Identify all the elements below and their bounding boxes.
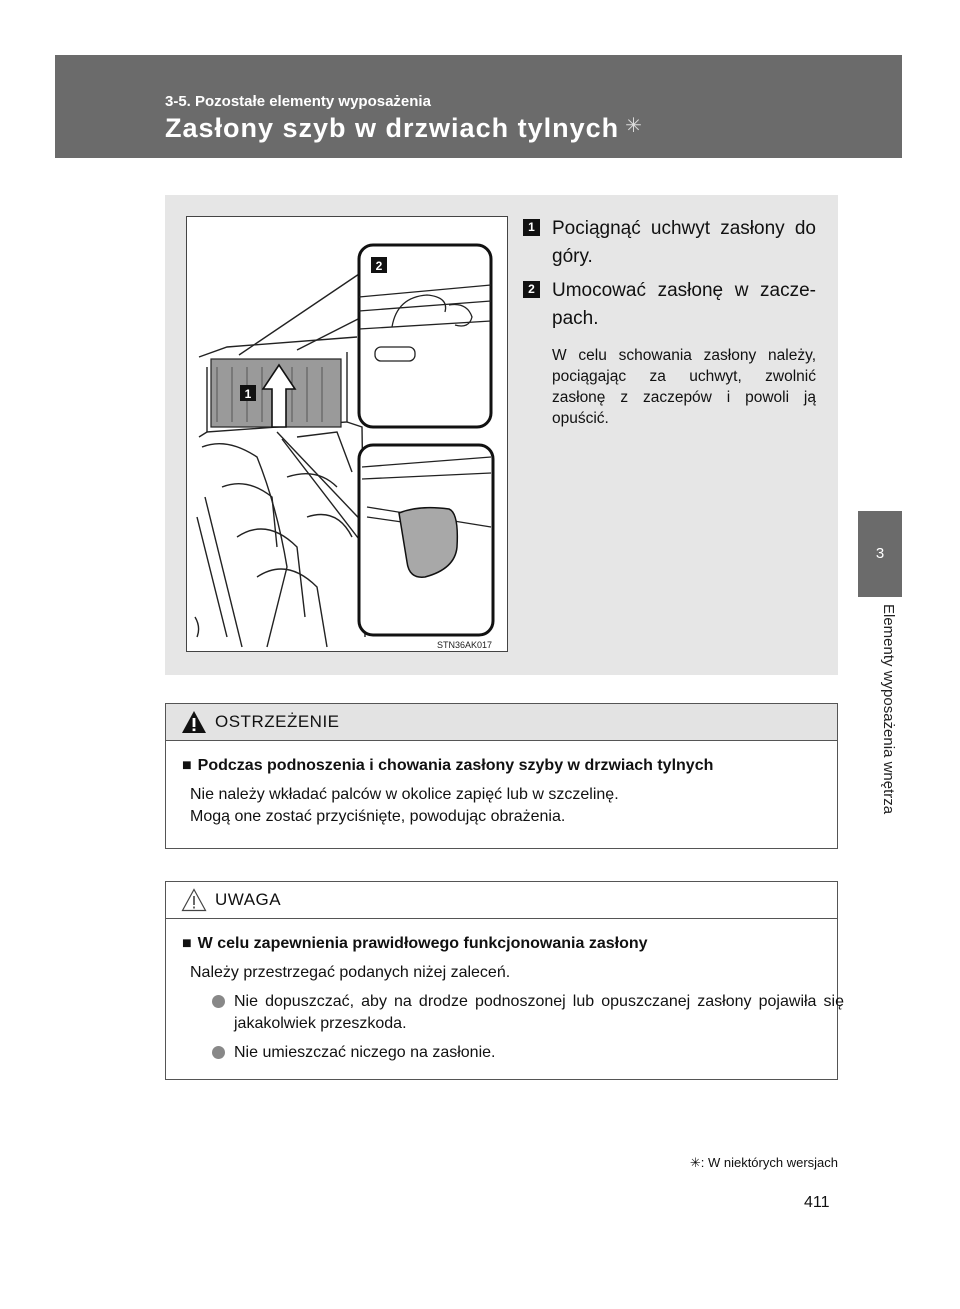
chapter-label: Elementy wyposażenia wnętrza bbox=[880, 604, 897, 815]
page-header bbox=[55, 55, 902, 158]
step-note: W celu schowania zasłony należy, pociągając za uchwyt, zwolnić zasłonę z zaczepów i powoli ją opuścić. bbox=[552, 347, 816, 427]
warning-heading-text: Podczas podnoszenia i chowania zasłony szyby w drzwiach tylnych bbox=[197, 757, 714, 774]
caution-bullet-1 bbox=[212, 991, 844, 1035]
callout-1-label: 1 bbox=[244, 387, 252, 401]
warning-heading bbox=[182, 757, 713, 775]
warning-header bbox=[166, 704, 837, 741]
step-2-number: 2 bbox=[523, 281, 540, 298]
chapter-tab[interactable] bbox=[858, 511, 902, 597]
chapter-number: 3 bbox=[875, 545, 885, 562]
page-number: 411 bbox=[804, 1194, 830, 1211]
caution-bullet-2 bbox=[212, 1042, 844, 1064]
step-1-text: Pociągnąć uchwyt zasłony do góry. bbox=[552, 218, 816, 267]
step-1-number: 1 bbox=[523, 219, 540, 236]
step-1 bbox=[523, 215, 816, 271]
warning-icon bbox=[181, 710, 207, 734]
bullet-dot-icon bbox=[212, 995, 225, 1008]
footnote bbox=[690, 1155, 838, 1171]
page-title bbox=[165, 113, 643, 144]
step-2 bbox=[523, 277, 816, 333]
warning-line-2: Mogą one zostać przyciśnięte, powodując obrażenia. bbox=[190, 808, 566, 825]
bullet-dot-icon bbox=[212, 1046, 225, 1059]
caution-bullet-1-text: Nie dopuszczać, aby na drodze podnoszonej lub opuszczanej zasłony pojawiła się jakakolwiek przeszkoda. bbox=[234, 993, 844, 1032]
car-interior-illustration bbox=[187, 217, 507, 651]
warning-title: OSTRZEŻENIE bbox=[215, 712, 340, 731]
asterisk-icon: ✳ bbox=[689, 1155, 701, 1170]
asterisk-icon: ✳ bbox=[625, 115, 643, 137]
caution-icon bbox=[181, 888, 207, 912]
illustration bbox=[186, 216, 508, 652]
warning-line-1: Nie należy wkładać palców w okolice zapięć lub w szczelinę. bbox=[190, 786, 619, 803]
caution-bullet-2-text: Nie umieszczać niczego na zasłonie. bbox=[234, 1044, 496, 1061]
section-label: 3-5. Pozostałe elementy wyposażenia bbox=[165, 93, 431, 110]
figure-code: STN36AK017 bbox=[437, 640, 493, 650]
caution-header bbox=[166, 882, 837, 919]
steps-list bbox=[523, 215, 816, 429]
step-2-text: Umocować zasłonę w zaczepach. bbox=[552, 280, 816, 329]
caution-box bbox=[165, 881, 844, 1080]
caution-heading-text: W celu zapewnienia prawidłowego funkcjonowania zasłony bbox=[197, 935, 648, 952]
square-bullet-icon: ■ bbox=[182, 757, 192, 774]
warning-box bbox=[165, 703, 838, 849]
caution-heading bbox=[182, 935, 648, 953]
page-title-text: Zasłony szyb w drzwiach tylnych bbox=[165, 113, 620, 143]
callout-2-label: 2 bbox=[375, 259, 383, 273]
footnote-text: : W niektórych wersjach bbox=[700, 1155, 838, 1170]
caution-title: UWAGA bbox=[215, 890, 282, 909]
caution-intro: Należy przestrzegać podanych niżej zaleceń. bbox=[190, 964, 511, 981]
square-bullet-icon: ■ bbox=[182, 935, 192, 952]
